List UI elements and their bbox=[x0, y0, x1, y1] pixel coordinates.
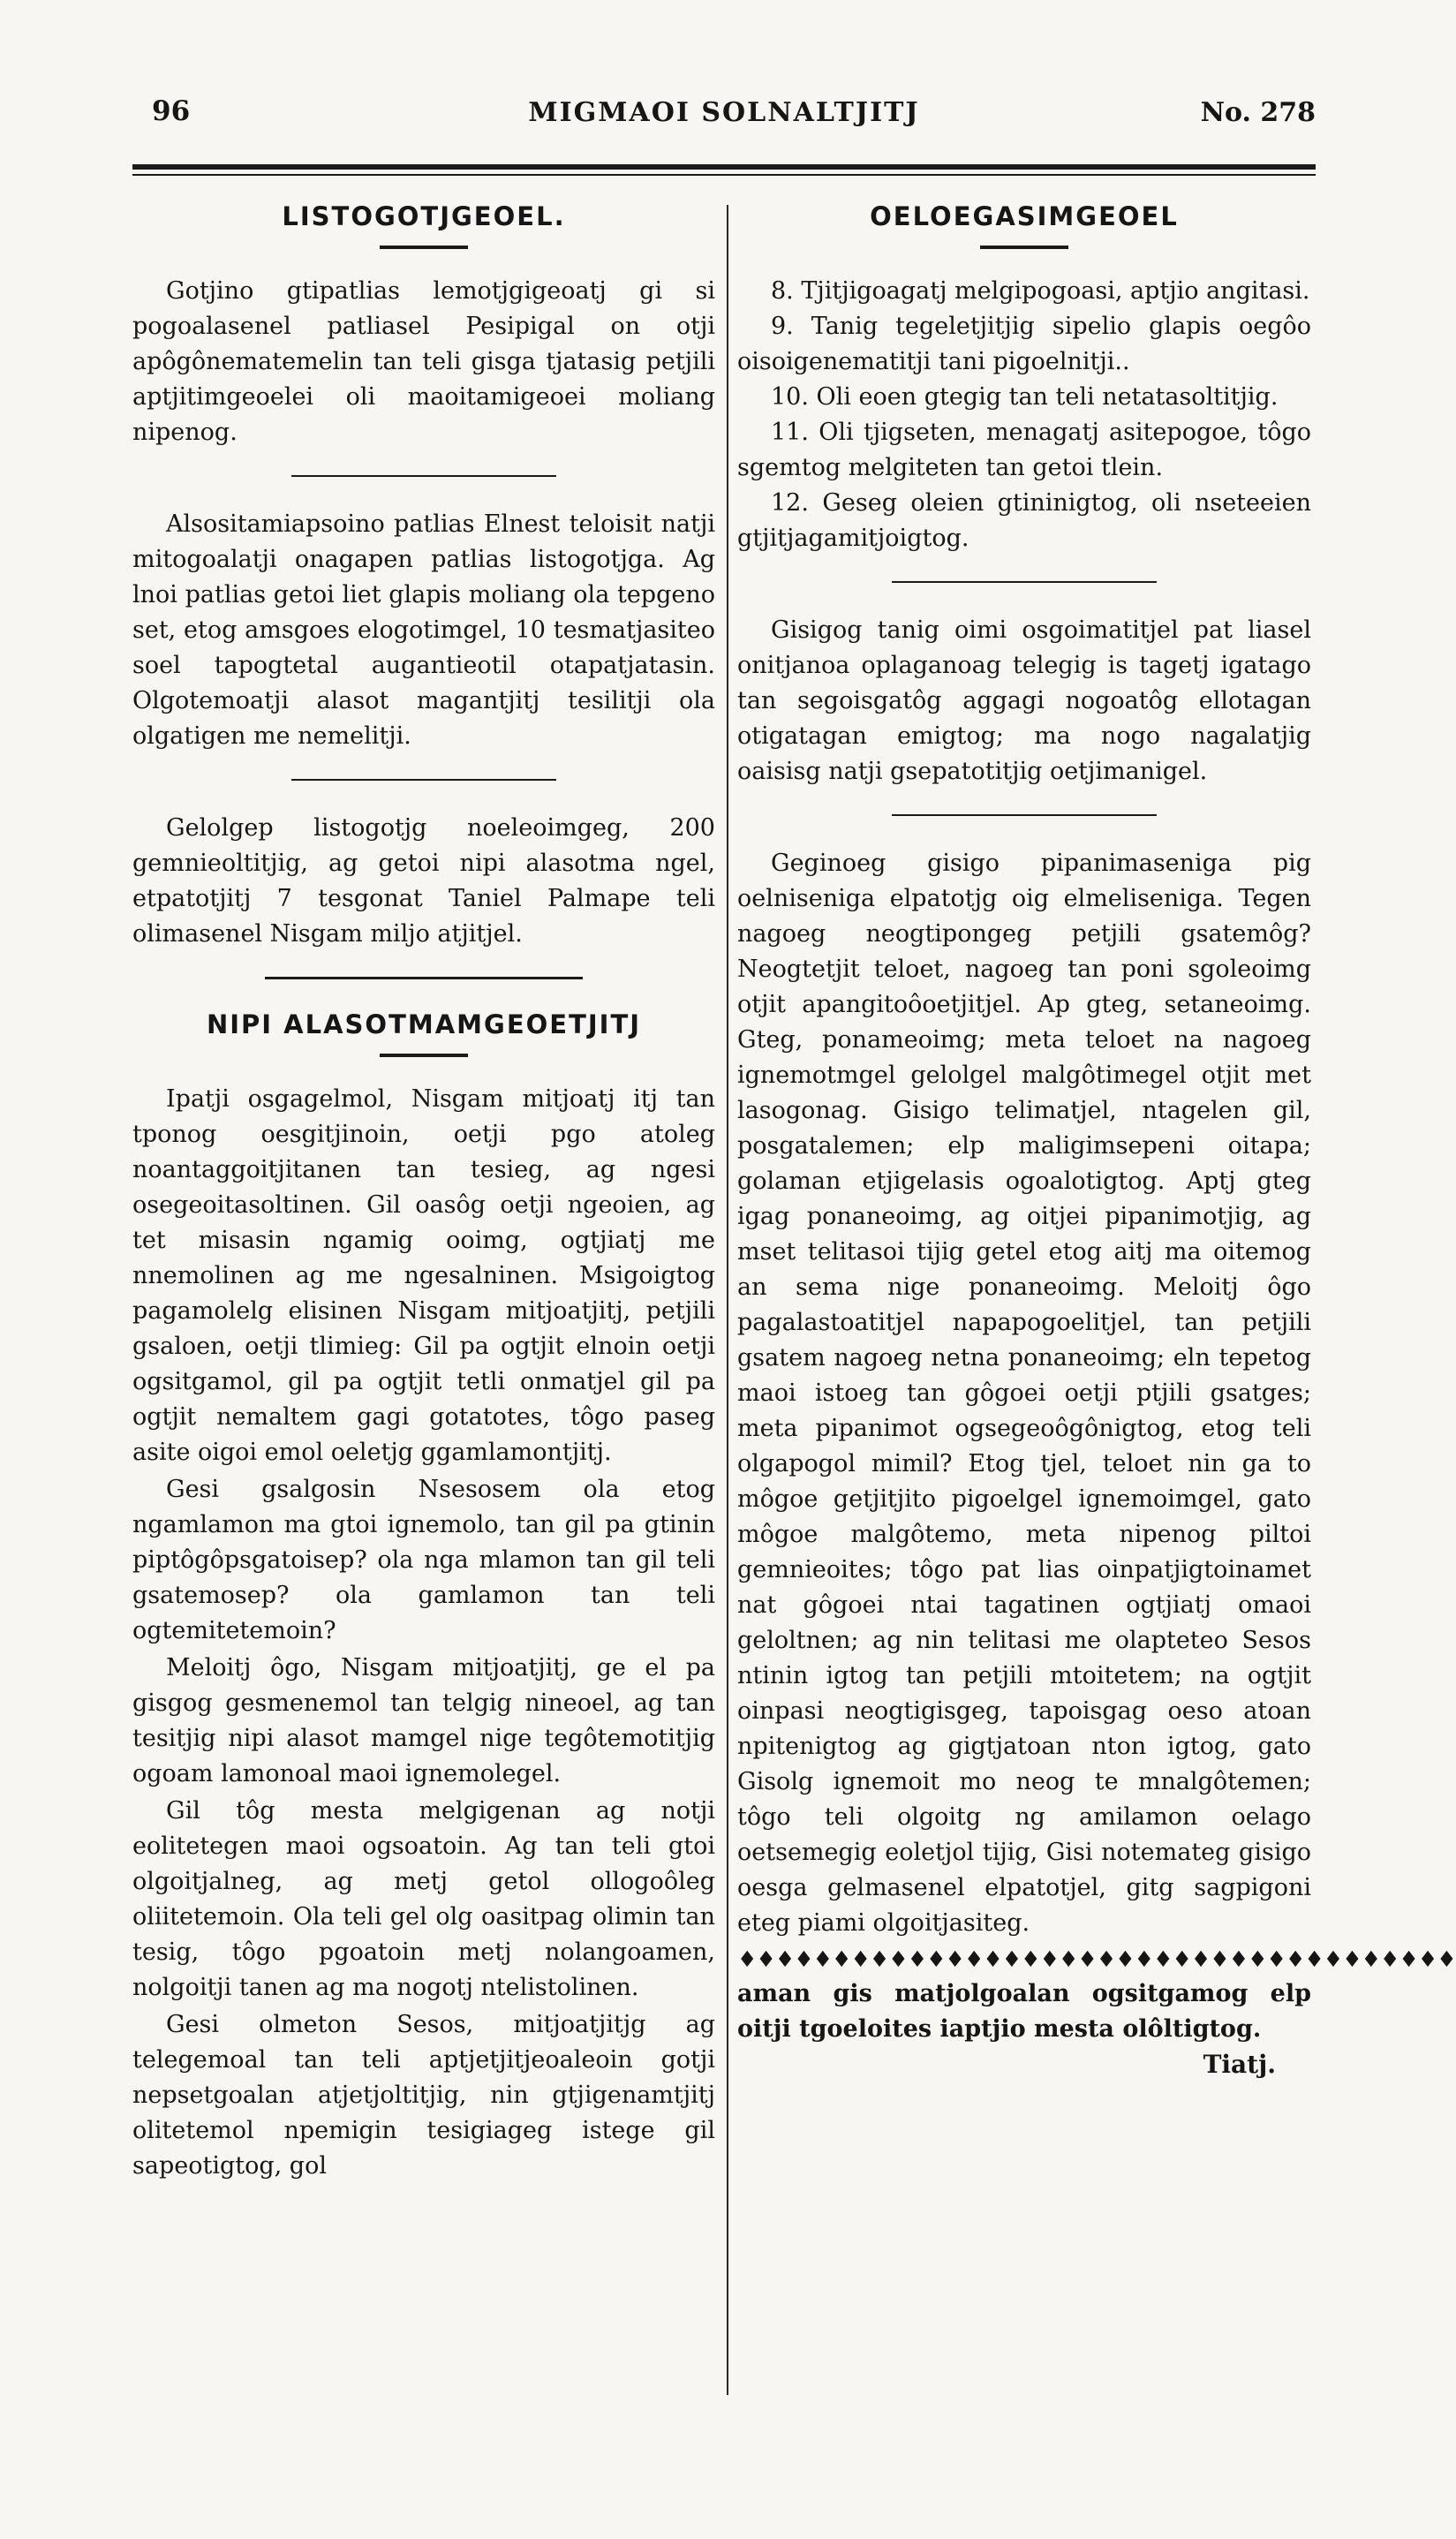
numbered-item: 10. Oli eoen gtegig tan teli netatasoltitjig. bbox=[771, 383, 1279, 411]
numbered-item: 9. Tanig tegeletjitjig sipelio glapis oegôo oisoigenematitji tani pigoelnitji.. bbox=[737, 313, 1311, 375]
header-rule-thin bbox=[132, 174, 1316, 176]
numbered-item: 12. Geseg oleien gtininigtog, oli nseteeien gtjitjagamitjoigtog. bbox=[737, 489, 1311, 552]
article-paragraph: Gil tôg mesta melgigenan ag notji eolitetegen maoi ogsoatoin. Ag tan teli gtoi olgoitjalneg, ag metj getol ollogoôleg oliitetemoin. Ola teli gel olg oasitpag olimin tan tesig, tôgo pgoatoin metj nolangoamen, nolgoitji tanen ag ma nogotj ntelistolinen. bbox=[132, 1797, 715, 2001]
section-heading-listogotjgeoel: LISTOGOTJGEOEL. bbox=[282, 201, 566, 231]
numbered-item: 11. Oli tjigseten, menagatj asitepogoe, tôgo sgemtog melgiteten tan getoi tlein. bbox=[737, 419, 1311, 481]
heading-underline bbox=[380, 1054, 468, 1057]
section-separator-rule bbox=[265, 977, 583, 979]
header-rule-thick bbox=[132, 164, 1316, 170]
article-paragraph: Alsositamiapsoino patlias Elnest teloisit natji mitogoalatji onagapen patlias listogotjga. Ag lnoi patlias getoi liet glapis moliang ola tepgeno set, etog amsgoes elogotimgel, 10 tesmatjasiteo soel tapogtetal augantieotil otapatjatasin. Olgotemoatji alasot magantjitj tesilitji ola olgatigen me nemelitji. bbox=[132, 510, 715, 750]
article-paragraph: Gotjino gtipatlias lemotjgigeoatj gi si pogoalasenel patliasel Pesipigal on otji apôgônematemelin tan teli gisga tjatasig petjili aptjitimgeoelei oli maoitamigeoei moliang nipenog. bbox=[132, 277, 715, 446]
issue-number: No. 278 bbox=[1200, 97, 1316, 128]
heading-underline bbox=[980, 246, 1068, 249]
article-paragraph: Geginoeg gisigo pipanimaseniga pig oelniseniga elpatotjg oig elmeliseniga. Tegen nagoeg neogtipongeg petjili gsatemôg? Neogtetjit teloet, nagoeg tan poni sgoleoimg otjit apangitoôoetjitjel. Ap gteg, setaneoimg. Gteg, ponameoimg; meta teloet na nagoeg ignemotmgel gelolgel malgôtimegel otjit met lasogonag. Gisigo telimatjel, ntagelen gil, posgatalemen; elp maligimsepeni oitapa; golaman etjigelasis ogoalotigtog. Aptj gteg igag ponaneoimg, ag oitjei pipanimotjig, ag mset telitasoi tijig getel etog aitj ma oitemog an sema nige ponaneoimg. Meloitj ôgo pagalastoatitjel napapogoelitjel, tan petjili gsatem nagoeg netna ponaneoimg; eln tepetog maoi istoeg tan gôgoei oetji ptjili gsatges; meta pipanimot ogsegeoôgônigtog, etog teli olgapogol mimil? Etog tjel, teloet nin ga to môgoe getjitjito pigoelgel ignemoimgel, gato môgoe malgôtemo, meta nipenog piltoi gemnieoites; tôgo pat lias oinpatjigtoinamet nat gôgoei ntai tagatinen ogtjiatj omaoi geloltnen; ag nin telitasi me olapteteo Sesos ntinin igtog tan petjili mtoitetem; na ogtjit oinpasi neogtigisgeg, tapoisgag oeso atoan npitenigtog ag gigtjatoan nton igtog, gato Gisolg ignemoit mo neog te mnalgôtemen; tôgo teli olgoitg ng amilamon oelago oetsemegig eoletjol tijig, Gisi notemateg gisigo oesga gelmasenel elpatotjel, gitg sagpigoni eteg piami olgoitjasiteg. bbox=[737, 850, 1311, 1937]
article-paragraph: Gesi gsalgosin Nsesosem ola etog ngamlamon ma gtoi ignemolo, tan gil pa gtinin piptôgôpsgatoisep? ola nga mlamon tan gil teli gsatemosep? ola gamlamon tan teli ogtemitetemoin? bbox=[132, 1476, 715, 1644]
closing-note: aman gis matjolgoalan ogsitgamog elp oitji tgoeloites iaptjio mesta olôltigtog. bbox=[737, 1980, 1311, 2043]
right-column bbox=[737, 194, 1456, 2082]
article-paragraph: Ipatji osgagelmol, Nisgam mitjoatj itj tan tponog oesgitjinoin, oetji pgo atoleg noantaggoitjitanen tan tesieg, ag ngesi osegeoitasoltinen. Gil oasôg oetji ngeoien, ag tet misasin ngamig ooimg, ogtjiatj me nnemolinen ag me ngesalninen. Msigoigtog pagamolelg elisinen Nisgam mitjoatjitj, petjili gsaloen, oetji tlimieg: Gil pa ogtjit elnoin oetji ogsitgamol, gil pa ogtjit tetli onmatjel gil pa ogtjit nemaltem gagi gotatotes, tôgo paseg asite oigoi emol oeletjg ggamlamontjitj. bbox=[132, 1085, 715, 1466]
separator-rule bbox=[892, 581, 1157, 583]
left-column bbox=[132, 194, 715, 2186]
article-paragraph: Meloitj ôgo, Nisgam mitjoatjitj, ge el pa gisgog gesmenemol tan telgig nineoel, ag tan tesitjig nipi alasot mamgel nige tegôtemotitjig ogoam lamonoal maoi ignemolegel. bbox=[132, 1654, 715, 1787]
column-divider bbox=[727, 205, 728, 2395]
article-paragraph: Gisigog tanig oimi osgoimatitjel pat liasel onitjanoa oplaganoag telegig is tagetj igatago tan segoisgatôg aggagi nogoatôg ellotagan otigatagan emigtog; ma nogo nagalatjig oaisisg natji gsepatotitjig oetjimanigel. bbox=[737, 616, 1311, 785]
numbered-item: 8. Tjitjigoagatj melgipogoasi, aptjio angitasi. bbox=[771, 277, 1310, 305]
article-paragraph: Gesi olmeton Sesos, mitjoatjitjg ag telegemoal tan teli aptjetjitjeoaleoin gotji nepsetgoalan atjetjoltitjig, nin gtjigenamtjitj olitetemol npemigin tesigiageg istege gil sapeotigtog, gol bbox=[132, 2011, 715, 2180]
separator-rule bbox=[291, 475, 556, 477]
journal-title: MIGMAOI SOLNALTJITJ bbox=[528, 97, 920, 128]
heading-underline bbox=[380, 246, 468, 249]
section-heading-nipi-alasotmamgeoetjitj: NIPI ALASOTMAMGEOETJITJ bbox=[206, 1009, 642, 1039]
article-paragraph: Gelolgep listogotjg noeleoimgeg, 200 gemnieoltitjig, ag getoi nipi alasotma ngel, etpatotjitj 7 tesgonat Taniel Palmape teli olimasenel Nisgam miljo atjitjel. bbox=[132, 814, 715, 948]
page-number: 96 bbox=[152, 95, 191, 127]
signature: Tiatj. bbox=[1203, 2050, 1276, 2079]
running-head bbox=[132, 95, 1316, 140]
separator-rule bbox=[291, 779, 556, 781]
section-heading-oeloegasimgeoel: OELOEGASIMGEOEL bbox=[870, 201, 1179, 231]
ornament-bar: ♦♦♦♦♦♦♦♦♦♦♦♦♦♦♦♦♦♦♦♦♦♦♦♦♦♦♦♦♦♦♦♦♦♦♦♦♦♦ bbox=[737, 1946, 1456, 1972]
separator-rule bbox=[892, 814, 1157, 816]
